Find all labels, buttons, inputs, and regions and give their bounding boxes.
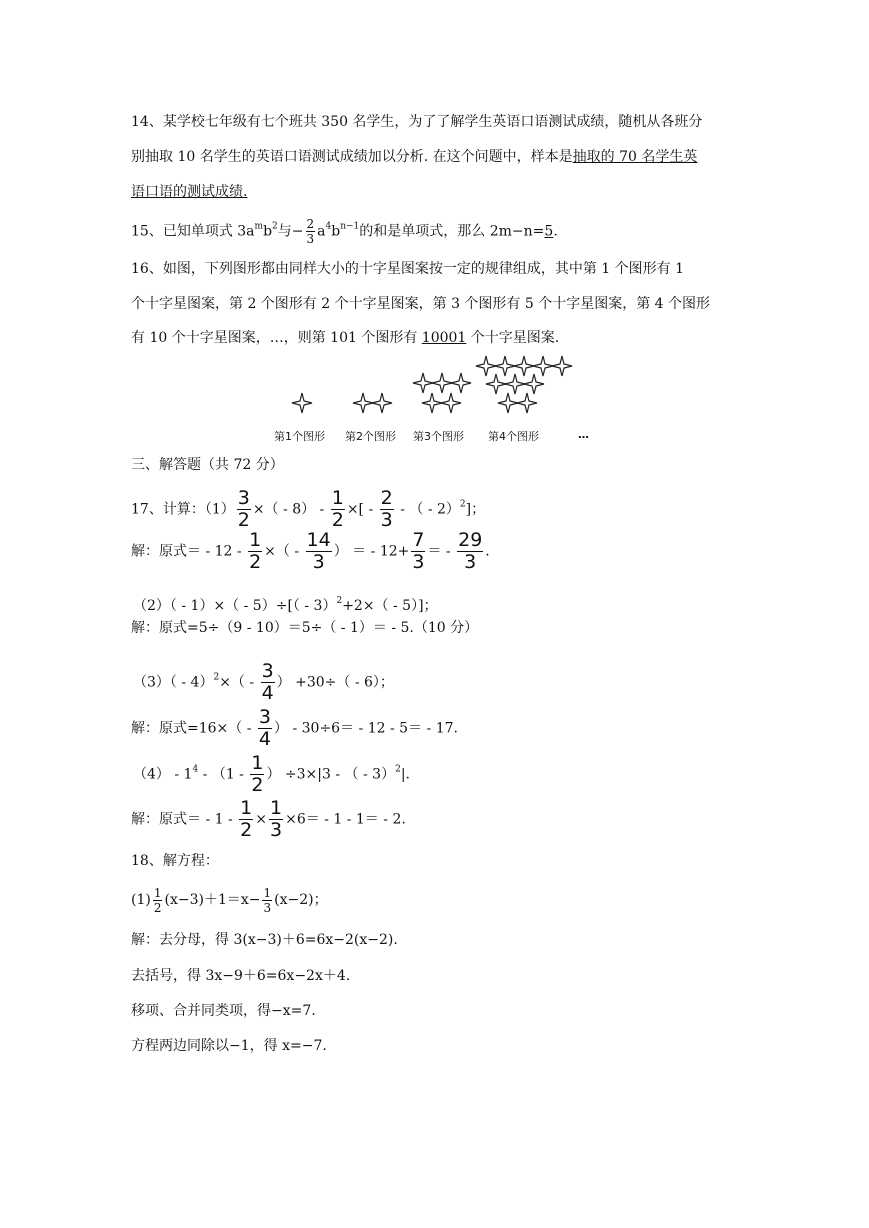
q15-exp-m: m bbox=[254, 221, 264, 232]
q18-equation bbox=[131, 882, 328, 918]
q15-text: 15、已知单项式 3a bbox=[131, 223, 255, 240]
q17-p2-exp: 2 bbox=[336, 596, 343, 606]
q17-s4-text-a: 解：原式＝ - 1 - bbox=[131, 811, 238, 828]
q17-title: 17、计算：（1） bbox=[131, 501, 235, 518]
q17-p3-text-c: ） +30÷（ - 6）； bbox=[276, 674, 394, 691]
q17-s1-text-a: 解：原式＝ - 12 - bbox=[131, 543, 247, 560]
q18-eq-text-c: (x−2)； bbox=[274, 892, 328, 908]
q17-s4-text-c: ×6＝ - 1 - 1＝ - 2. bbox=[285, 811, 406, 828]
q17-p4-exp-2: 2 bbox=[395, 764, 401, 775]
q17-s1-frac-3 bbox=[411, 531, 425, 572]
q15-text-mid: 与− bbox=[277, 223, 304, 240]
caption-figure-4: 第4个图形 bbox=[488, 430, 539, 443]
q17-p1-text-d: ]； bbox=[465, 501, 486, 518]
q17-s4-text-b: × bbox=[255, 811, 267, 828]
frac-num: 2 bbox=[380, 487, 393, 509]
q17-s3-text-a: 解：原式=16×（ - bbox=[131, 720, 256, 737]
q17-s4-frac-2 bbox=[269, 799, 283, 840]
q18-step-4: 方程两边同除以−1，得 x=−7. bbox=[131, 1038, 327, 1054]
star-pattern-figure bbox=[0, 0, 869, 450]
q18-eq-frac-1 bbox=[153, 887, 163, 914]
frac-den: 3 bbox=[380, 509, 393, 531]
q17-solution-1 bbox=[131, 531, 490, 572]
q17-s1-frac-2 bbox=[306, 531, 332, 572]
q15-exp-n-1: n−1 bbox=[340, 221, 360, 232]
q18-step-2: 去括号，得 3x−9＋6=6x−2x＋4. bbox=[131, 968, 351, 984]
q18-eq-text-a: (1) bbox=[131, 892, 151, 908]
q16-line-3-text: 有 10 个十字星图案，…，则第 101 个图形有 bbox=[131, 330, 422, 346]
frac-num: 3 bbox=[258, 706, 271, 728]
frac-den: 3 bbox=[270, 819, 283, 841]
q17-p2-text-b: +2×（ - 5）]； bbox=[342, 598, 438, 614]
q17-p4-frac bbox=[250, 754, 264, 795]
q18-step-3: 移项、合并同类项，得−x=7. bbox=[131, 1003, 316, 1019]
frac-num: 7 bbox=[412, 529, 425, 551]
q17-p4-text-a: （4） - 1 bbox=[133, 766, 193, 783]
caption-figure-3: 第3个图形 bbox=[413, 430, 464, 443]
q15-var-b2: b bbox=[331, 223, 341, 240]
q17-s1-frac-4 bbox=[457, 531, 483, 572]
figure-1-stars bbox=[292, 393, 312, 413]
frac-den: 3 bbox=[412, 551, 425, 573]
q16-line-2: 个十字星图案，第 2 个图形有 2 个十字星图案，第 3 个图形有 5 个十字星图案，第 4 个图形 bbox=[131, 296, 711, 312]
q17-p4-text-b: - （1 - bbox=[198, 766, 249, 783]
q15-frac-den: 3 bbox=[306, 232, 315, 246]
frac-num: 1 bbox=[153, 885, 162, 900]
frac-den: 2 bbox=[240, 819, 253, 841]
frac-den: 2 bbox=[237, 509, 250, 531]
q17-p1-exp: 2 bbox=[459, 499, 466, 510]
q17-s1-frac-1 bbox=[248, 531, 262, 572]
q15-answer: 5 bbox=[544, 223, 554, 240]
q17-s4-frac-1 bbox=[239, 799, 253, 840]
frac-num: 3 bbox=[261, 660, 274, 682]
q18-title: 18、解方程： bbox=[131, 853, 219, 869]
frac-den: 2 bbox=[251, 774, 264, 796]
caption-ellipsis: … bbox=[578, 428, 589, 441]
q15-text-post: 的和是单项式，那么 2m−n= bbox=[359, 223, 545, 240]
q14-line-2-text: 别抽取 10 名学生的英语口语测试成绩加以分析. 在这个问题中，样本是 bbox=[131, 149, 573, 165]
frac-num: 29 bbox=[458, 529, 483, 551]
q17-part-3 bbox=[133, 662, 394, 703]
q14-line-1: 14、某学校七年级有七个班共 350 名学生，为了了解学生英语口语测试成绩，随机从各班分 bbox=[131, 114, 703, 130]
frac-num: 1 bbox=[331, 487, 344, 509]
q17-p4-text-c: ） ÷3×|3 - （ - 3） bbox=[266, 766, 396, 783]
q16-line-1: 16、如图，下列图形都由同样大小的十字星图案按一定的规律组成，其中第 1 个图形有 1 bbox=[131, 261, 684, 277]
q18-eq-frac-2 bbox=[262, 887, 272, 914]
section-3-heading: 三、解答题（共 72 分） bbox=[131, 457, 284, 473]
q17-s3-frac bbox=[258, 708, 272, 749]
q17-p1-frac-2 bbox=[331, 489, 345, 530]
q17-s1-text-e: . bbox=[485, 543, 490, 560]
q17-s3-text-b: ） - 30÷6＝ - 12 - 5＝ - 17. bbox=[274, 720, 458, 737]
q15-end: . bbox=[553, 223, 558, 240]
frac-num: 3 bbox=[237, 487, 250, 509]
q14-answer-part-1: 抽取的 70 名学生英 bbox=[572, 149, 698, 165]
frac-den: 4 bbox=[258, 728, 271, 750]
q18-step-1: 解：去分母，得 3(x−3)＋6=6x−2(x−2). bbox=[131, 932, 398, 948]
frac-num: 1 bbox=[249, 529, 262, 551]
frac-den: 3 bbox=[312, 551, 325, 573]
frac-num: 1 bbox=[270, 797, 283, 819]
figure-3-stars bbox=[413, 373, 471, 413]
q17-p3-text-a: （3）（ - 4） bbox=[133, 674, 214, 691]
q17-p2-text-a: （2）（ - 1）×（ - 5）÷[（ - 3） bbox=[133, 598, 337, 614]
caption-figure-2: 第2个图形 bbox=[345, 430, 396, 443]
q15-frac-num: 2 bbox=[306, 217, 315, 231]
q17-s1-text-c: ） ＝ - 12+ bbox=[333, 543, 410, 560]
q17-p4-text-d: |. bbox=[400, 766, 410, 783]
q17-p1-frac-1 bbox=[237, 489, 251, 530]
q17-p1-text-a: ×（ - 8） - bbox=[252, 501, 329, 518]
q17-part-4 bbox=[133, 754, 410, 795]
caption-figure-1: 第1个图形 bbox=[274, 430, 325, 443]
q17-p3-exp: 2 bbox=[213, 672, 220, 683]
frac-num: 14 bbox=[306, 529, 331, 551]
q17-solution-3 bbox=[131, 708, 458, 749]
q16-line-3-tail: 个十字星图案. bbox=[466, 330, 560, 346]
frac-num: 1 bbox=[251, 752, 264, 774]
frac-den: 3 bbox=[263, 900, 272, 915]
q17-p1-text-b: ×[ - bbox=[346, 501, 378, 518]
frac-den: 3 bbox=[464, 551, 477, 573]
figure-2-stars bbox=[353, 393, 392, 413]
q17-p3-text-b: ×（ - bbox=[219, 674, 259, 691]
q17-solution-4 bbox=[131, 799, 406, 840]
q17-part-2 bbox=[133, 596, 438, 616]
figure-4-stars bbox=[476, 356, 572, 413]
q14-answer-part-2: 语口语的测试成绩. bbox=[131, 184, 248, 200]
frac-den: 4 bbox=[261, 682, 274, 704]
q15-var-a: a bbox=[317, 223, 326, 240]
q17-s1-text-b: ×（ - bbox=[264, 543, 304, 560]
q17-p1-frac-3 bbox=[380, 489, 394, 530]
q18-eq-text-b: (x−3)＋1＝x− bbox=[164, 892, 261, 908]
q17-p1-text-c: - （ - 2） bbox=[395, 501, 460, 518]
q15-exp-4: 4 bbox=[325, 221, 332, 232]
q17-s1-text-d: ＝ - bbox=[427, 543, 456, 560]
q16-answer: 10001 bbox=[421, 330, 467, 346]
frac-den: 2 bbox=[153, 900, 162, 915]
frac-num: 1 bbox=[240, 797, 253, 819]
q17-p4-exp: 4 bbox=[192, 764, 199, 775]
q15-exp-2: 2 bbox=[272, 221, 278, 232]
frac-num: 1 bbox=[263, 885, 272, 900]
frac-den: 2 bbox=[249, 551, 262, 573]
frac-den: 2 bbox=[331, 509, 344, 531]
q17-p3-frac bbox=[261, 662, 275, 703]
q15-var-b: b bbox=[263, 223, 273, 240]
q17-part-1 bbox=[131, 489, 485, 530]
q17-solution-2: 解：原式=5÷（9 - 10）＝5÷（ - 1）＝ - 5.（10 分） bbox=[131, 620, 479, 636]
